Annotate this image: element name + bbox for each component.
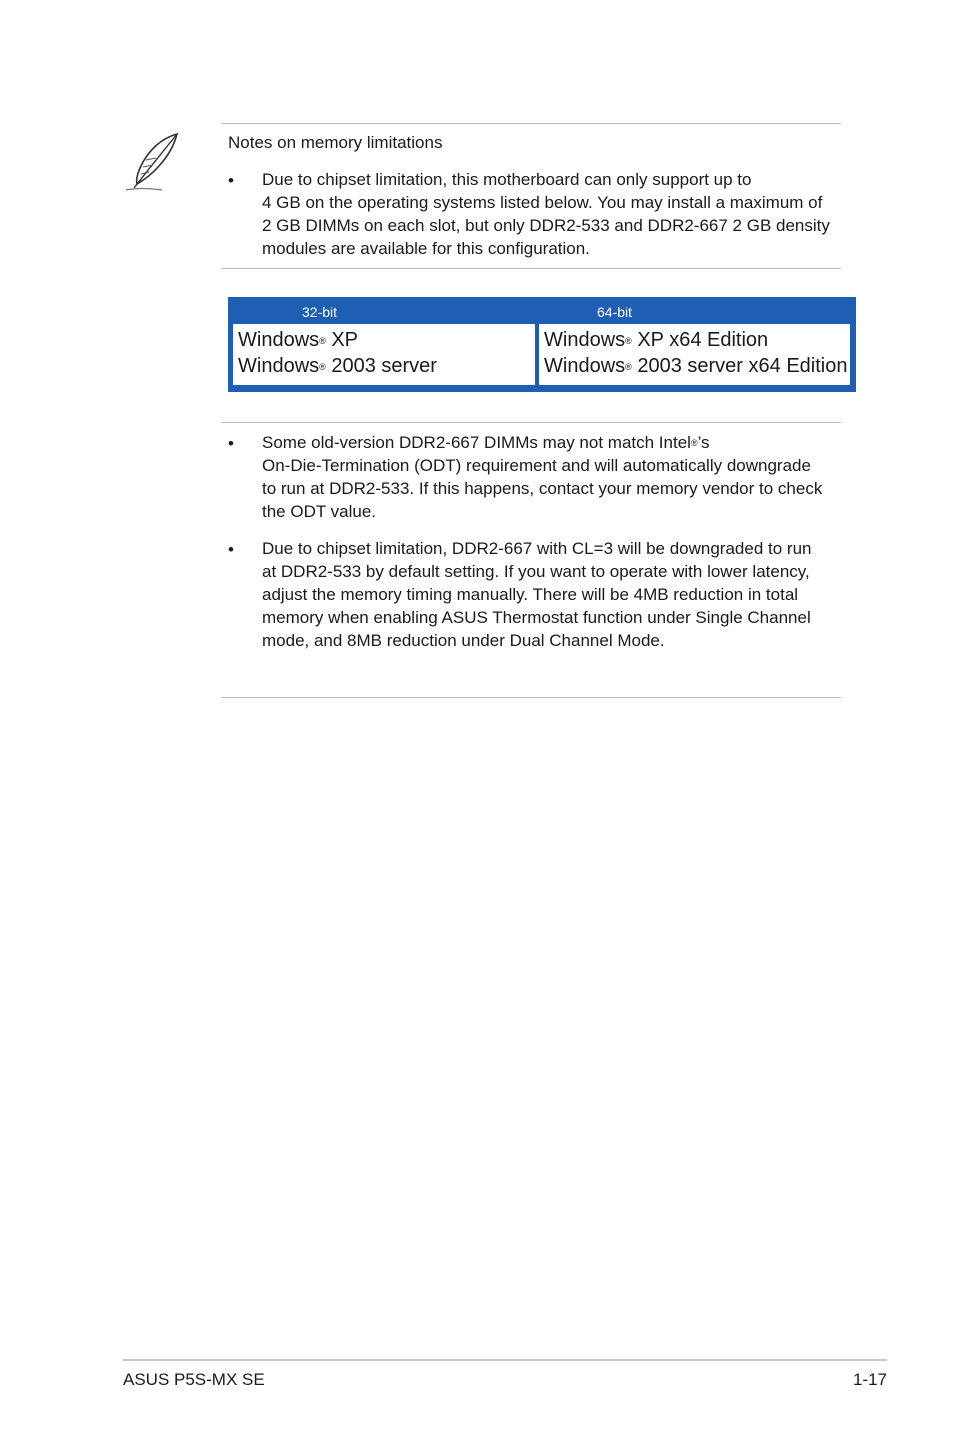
footer-rule bbox=[123, 1359, 887, 1361]
note-item-2-line: Some old-version DDR2-667 DIMMs may not match Intel®’s bbox=[262, 433, 710, 452]
note-item-3-line: Due to chipset limitation, DDR2-667 with CL=3 will be downgraded to run bbox=[262, 539, 812, 558]
os-entry: Windows® XP x64 Edition bbox=[544, 329, 769, 351]
bullet-1: • bbox=[228, 171, 234, 190]
header-32-bit: 32-bit bbox=[302, 304, 338, 320]
divider-after-table bbox=[221, 422, 841, 423]
note-item-1 bbox=[262, 168, 852, 260]
note-item-3 bbox=[262, 537, 852, 652]
os-entry: Windows® 2003 server bbox=[238, 355, 437, 377]
cell-64-bit bbox=[539, 324, 850, 385]
note-item-3-line: at DDR2-533 by default setting. If you want to operate with lower latency, bbox=[262, 562, 810, 581]
note-item-1-line: modules are available for this configuration. bbox=[262, 239, 590, 258]
note-item-1-line: 2 GB DIMMs on each slot, but only DDR2-533 and DDR2-667 2 GB density bbox=[262, 216, 830, 235]
header-64-bit: 64-bit bbox=[597, 304, 633, 320]
note-item-3-line: memory when enabling ASUS Thermostat function under Single Channel bbox=[262, 608, 811, 627]
note-item-2-line: the ODT value. bbox=[262, 502, 377, 521]
top-divider bbox=[221, 123, 841, 124]
note-item-1-line: Due to chipset limitation, this motherboard can only support up to bbox=[262, 170, 752, 189]
cell-32-bit bbox=[233, 324, 535, 385]
os-support-table bbox=[228, 297, 856, 392]
footer-product-name: ASUS P5S-MX SE bbox=[123, 1370, 265, 1389]
bullet-2: • bbox=[228, 434, 234, 453]
bullet-3: • bbox=[228, 540, 234, 559]
note-item-2-line: to run at DDR2-533. If this happens, contact your memory vendor to check bbox=[262, 479, 823, 498]
feather-quill-icon bbox=[122, 130, 184, 194]
note-item-1-line: 4 GB on the operating systems listed below. You may install a maximum of bbox=[262, 193, 823, 212]
note-item-3-line: adjust the memory timing manually. There will be 4MB reduction in total bbox=[262, 585, 799, 604]
os-entry: Windows® 2003 server x64 Edition bbox=[544, 355, 848, 377]
note-title: Notes on memory limitations bbox=[228, 133, 443, 152]
note-item-2 bbox=[262, 431, 852, 523]
footer-page-number: 1-17 bbox=[852, 1370, 887, 1389]
divider-after-item-1 bbox=[221, 268, 841, 269]
bottom-divider bbox=[221, 697, 841, 698]
os-entry: Windows® XP bbox=[238, 329, 359, 351]
note-item-2-line: On-Die-Termination (ODT) requirement and will automatically downgrade bbox=[262, 456, 811, 475]
note-item-3-line: mode, and 8MB reduction under Dual Channel Mode. bbox=[262, 631, 665, 650]
